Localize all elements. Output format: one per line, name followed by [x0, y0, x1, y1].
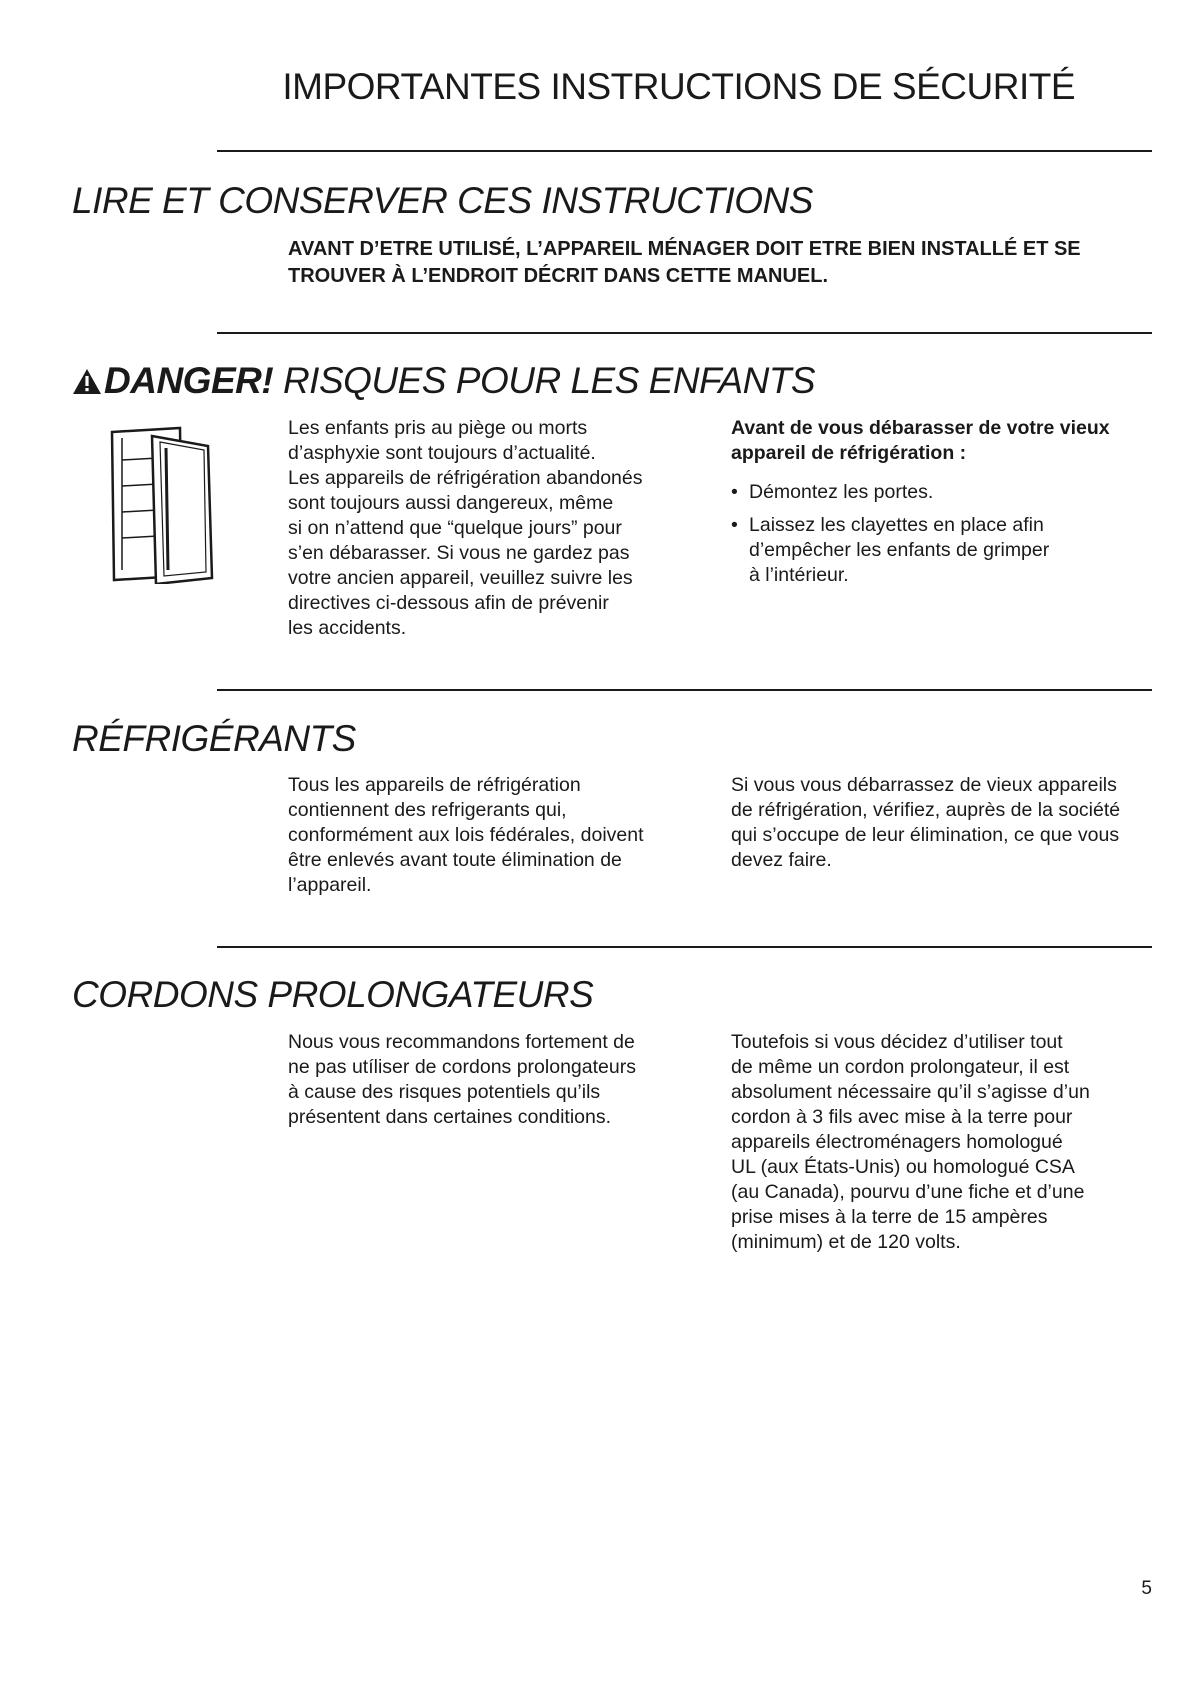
text-line: de même un cordon prolongateur, il est — [731, 1056, 1070, 1078]
text-line: Les appareils de réfrigération abandonés — [288, 467, 643, 489]
text-line: prise mises à la terre de 15 ampères — [731, 1206, 1048, 1228]
divider — [217, 332, 1152, 334]
disposal-instructions — [731, 416, 1161, 596]
list-item-text: • Laissez les clayettes en place afin — [749, 514, 1044, 536]
text-line: (au Canada), pourvu d’une fiche et d’une — [731, 1181, 1085, 1203]
disposal-steps-list — [731, 480, 1161, 588]
installation-notice — [288, 236, 1148, 290]
section-heading-child-danger — [72, 360, 815, 402]
divider — [217, 946, 1152, 948]
text-line: s’en débarasser. Si vous ne gardez pas — [288, 542, 630, 564]
text-line: appareils électroménagers homologué — [731, 1131, 1063, 1153]
text-line: Si vous vous débarrassez de vieux appareils — [731, 774, 1117, 796]
text-line: d’asphyxie sont toujours d’actualité. — [288, 442, 596, 464]
refrigerants-right-paragraph — [731, 773, 1161, 873]
text-line: conformément aux lois fédérales, doivent — [288, 824, 644, 846]
text-line: l’appareil. — [288, 874, 372, 896]
danger-label: DANGER! — [104, 360, 274, 401]
list-item-text: d’empêcher les enfants de grimper — [749, 539, 1050, 561]
text-line: de réfrigération, vérifiez, auprès de la société — [731, 799, 1121, 821]
text-line: ne pas utíliser de cordons prolongateurs — [288, 1056, 636, 1078]
divider — [217, 689, 1152, 691]
text-line: devez faire. — [731, 849, 832, 871]
text-line: Toutefois si vous décidez d’utiliser tout — [731, 1031, 1063, 1053]
text-line: sont toujours aussi dangereux, même — [288, 492, 614, 514]
text-line: si on n’attend que “quelque jours” pour — [288, 517, 622, 539]
disposal-heading-line: Avant de vous débarasser de votre vieux — [731, 417, 1110, 439]
danger-heading-text: RISQUES POUR LES ENFANTS — [273, 360, 816, 401]
text-line: (minimum) et de 120 volts. — [731, 1231, 961, 1253]
text-line: présentent dans certaines conditions. — [288, 1106, 612, 1128]
section-heading-refrigerants: RÉFRIGÉRANTS — [72, 718, 356, 759]
refrigerants-left-paragraph — [288, 773, 688, 898]
text-line: Les enfants pris au piège ou morts — [288, 417, 588, 439]
page-title: IMPORTANTES INSTRUCTIONS DE SÉCURITÉ — [282, 66, 1075, 107]
section-heading-extension-cords: CORDONS PROLONGATEURS — [72, 974, 594, 1015]
text-line: absolument nécessaire qu’il s’agisse d’un — [731, 1081, 1090, 1103]
list-item — [731, 480, 1161, 505]
cords-left-paragraph — [288, 1030, 688, 1130]
notice-line: TROUVER À L’ENDROIT DÉCRIT DANS CETTE MANUEL. — [288, 265, 829, 287]
list-item — [731, 513, 1161, 588]
text-line: Tous les appareils de réfrigération — [288, 774, 581, 796]
refrigerator-icon — [108, 426, 216, 584]
text-line: contiennent des refrigerants qui, — [288, 799, 567, 821]
text-line: UL (aux États-Unis) ou homologué CSA — [731, 1156, 1075, 1178]
list-item-text: Démontez les portes. — [749, 481, 934, 503]
text-line: votre ancien appareil, veuillez suivre les — [288, 567, 633, 589]
text-line: à cause des risques potentiels qu’ils — [288, 1081, 601, 1103]
warning-triangle-icon — [72, 368, 102, 395]
text-line: être enlevés avant toute élimination de — [288, 849, 622, 871]
text-line: qui s’occupe de leur élimination, ce que vous — [731, 824, 1120, 846]
notice-line: AVANT D’ETRE UTILISÉ, L’APPAREIL MÉNAGER DOIT ETRE BIEN INSTALLÉ ET SE — [288, 238, 1081, 260]
page-number: 5 — [1141, 1578, 1152, 1599]
list-item-text: à l’intérieur. — [749, 564, 849, 586]
divider — [217, 150, 1152, 152]
text-line: les accidents. — [288, 617, 407, 639]
section-heading-read-instructions: LIRE ET CONSERVER CES INSTRUCTIONS — [72, 180, 813, 221]
child-danger-paragraph — [288, 416, 688, 641]
cords-right-paragraph — [731, 1030, 1161, 1255]
text-line: directives ci-dessous afin de prévenir — [288, 592, 609, 614]
text-line: cordon à 3 fils avec mise à la terre pour — [731, 1106, 1073, 1128]
text-line: Nous vous recommandons fortement de — [288, 1031, 635, 1053]
disposal-heading-line: appareil de réfrigération : — [731, 442, 967, 464]
